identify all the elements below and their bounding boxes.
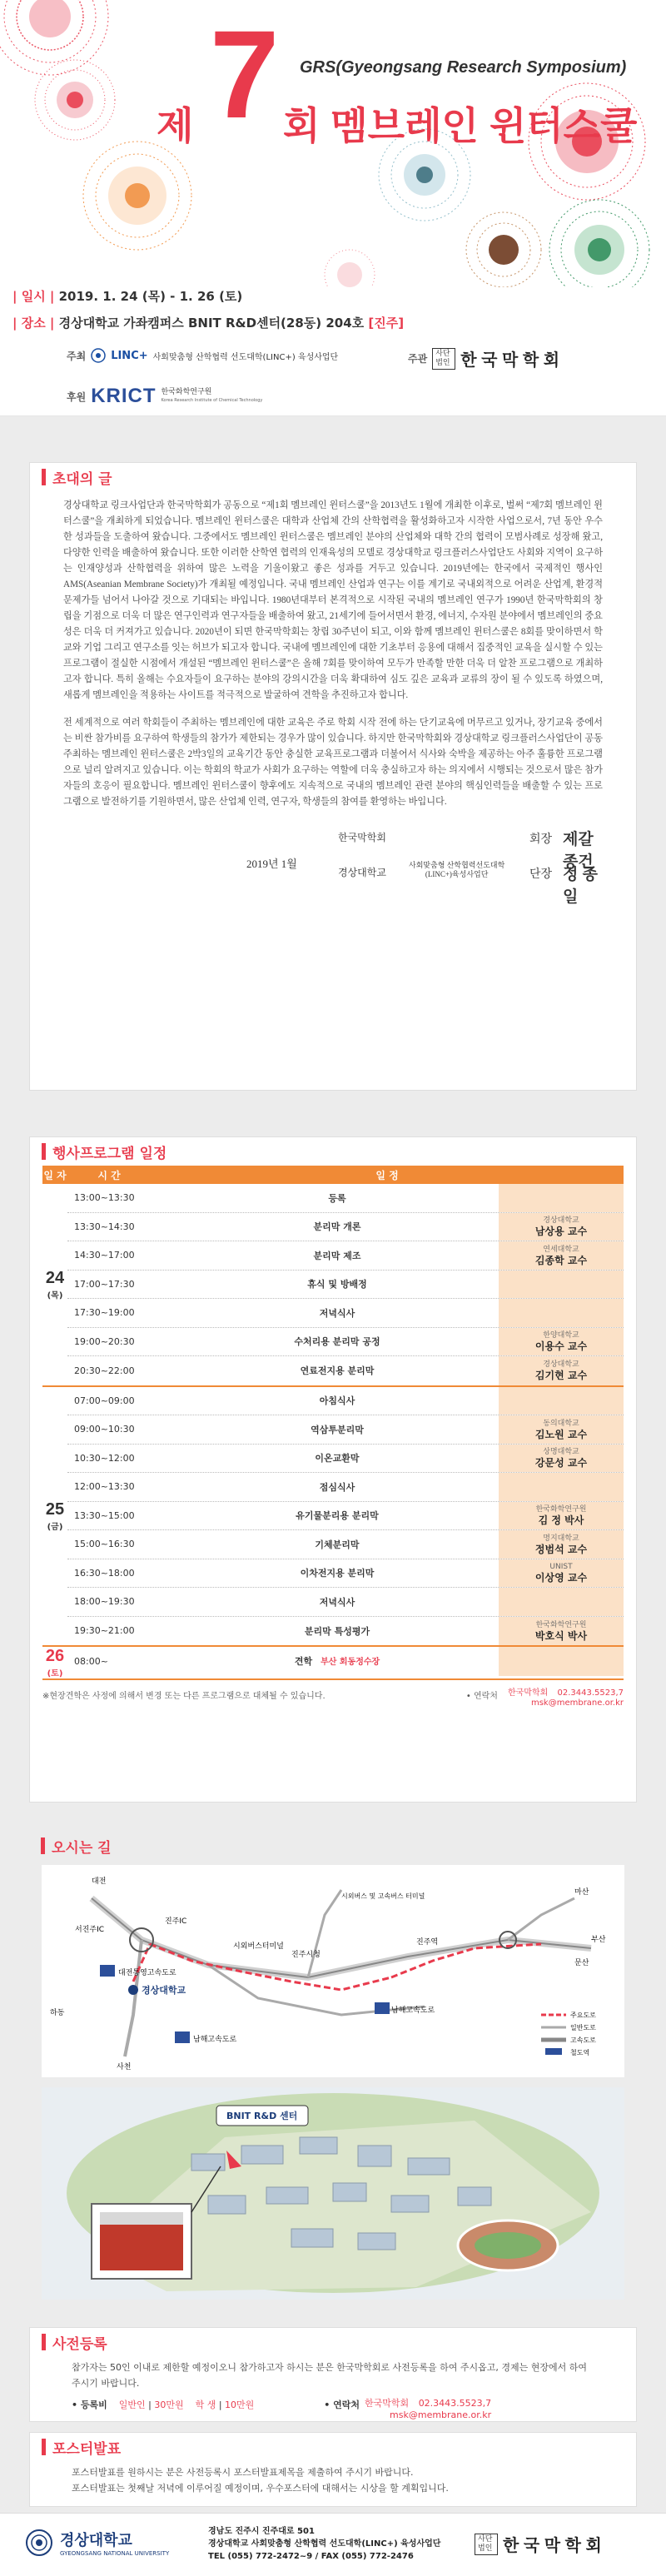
row-speaker <box>499 1647 624 1676</box>
row-event-text: 이온교환막 <box>315 1453 360 1465</box>
route-map[interactable] <box>42 1865 624 2077</box>
map-label-highway2b: 남해고속도로 <box>391 2007 435 2015</box>
title-prefix: 제 <box>157 104 194 147</box>
map-label-terminal: 시외버스터미널 <box>233 1942 284 1951</box>
sign-role-2: 단장 <box>529 868 553 881</box>
signature-block <box>63 822 603 906</box>
poster-line-1: 포스터발표를 원하시는 분은 사전등록시 포스터발표제목을 제출하여 주시기 바랍니다. <box>72 2467 414 2478</box>
speaker-name: 이용수 교수 <box>534 1340 588 1353</box>
welcome-heading <box>30 463 636 491</box>
program-row <box>67 1271 624 1300</box>
campus-building-label: BNIT R&D 센터 <box>226 2111 298 2121</box>
row-event <box>176 1335 499 1348</box>
program-note: ※현장견학은 사정에 의해서 변경 또는 다른 프로그램으로 대체될 수 있습니다. <box>42 1692 326 1701</box>
fee-label: • 등록비 <box>72 2399 107 2410</box>
row-event-text: 분리막 제조 <box>313 1250 361 1261</box>
student-fee-value: 10만원 <box>225 2399 255 2410</box>
program-row <box>67 1559 624 1589</box>
map-legend-4: 철도역 <box>570 2049 590 2056</box>
row-event <box>176 1480 499 1494</box>
row-event-text: 견학 <box>294 1656 313 1668</box>
organizer-logo <box>408 346 559 370</box>
directions-heading <box>29 1832 637 1860</box>
general-fee: 일반인 | 30만원 <box>118 2399 184 2410</box>
speaker-affiliation: 한양대학교 <box>543 1331 579 1340</box>
day-label <box>42 1184 67 1385</box>
row-speaker <box>499 1241 624 1270</box>
speaker-affiliation: 동의대학교 <box>543 1419 579 1428</box>
day-rows <box>67 1647 624 1678</box>
speaker-name: 김종학 교수 <box>534 1254 588 1266</box>
sponsor-logos <box>0 341 666 416</box>
row-event <box>176 1394 499 1407</box>
krict-desc-kr: 한국화학연구원 <box>161 388 212 396</box>
row-event-text: 분리막 개론 <box>313 1221 361 1233</box>
row-event <box>176 1595 499 1609</box>
speaker-affiliation: 상명대학교 <box>543 1448 579 1457</box>
map-label-station: 진주역 <box>416 1938 439 1947</box>
row-speaker <box>499 1617 624 1646</box>
contact-org: 한국막학회 <box>507 1688 549 1698</box>
reg-contact-org-tel <box>365 2398 491 2409</box>
map-label-gnu: 경상대학교 <box>142 1985 186 1996</box>
row-event-text: 점심식사 <box>319 1481 355 1493</box>
footer-addr-2: 경상대학교 사회맞춤형 산학협력 선도대학(LINC+) 육성사업단 <box>208 2539 441 2549</box>
contact-org-tel <box>508 1688 624 1698</box>
registration-fees <box>30 2391 636 2421</box>
program-row <box>67 1241 624 1271</box>
footer-addr-1: 경남도 진주시 진주대로 501 <box>208 2527 315 2536</box>
general-fee-value: 30만원 <box>154 2399 184 2410</box>
footer-univ-name: 경상대학교 <box>60 2532 132 2549</box>
map-label-sacheon: 사천 <box>117 2063 132 2071</box>
program-row <box>67 1213 624 1242</box>
row-event-text: 수처리용 분리막 공정 <box>294 1336 380 1348</box>
reg-contact-mail[interactable]: msk@membrane.or.kr <box>390 2409 492 2420</box>
venue-note: [진주] <box>368 316 405 331</box>
speaker-affiliation: 한국화학연구원 <box>535 1505 587 1514</box>
student-label: 학 생 <box>195 2399 216 2410</box>
row-time: 20:30~22:00 <box>74 1365 135 1376</box>
venue-value: 경상대학교 가좌캠퍼스 BNIT R&D센터(28동) 204호 <box>58 316 365 331</box>
registration-heading <box>30 2328 636 2356</box>
speaker-affiliation: UNIST <box>549 1563 573 1572</box>
day-weekday: (토) <box>47 1669 63 1678</box>
date-label: | 일시 | <box>12 289 55 304</box>
map-legend-1: 주요도로 <box>570 2012 596 2019</box>
row-time: 17:00~17:30 <box>74 1278 135 1290</box>
row-event-text: 연료전지용 분리막 <box>300 1365 375 1377</box>
day-weekday: (목) <box>47 1290 63 1300</box>
program-day <box>42 1647 624 1680</box>
day-weekday: (금) <box>47 1522 63 1532</box>
registration-heading-text: 사전등록 <box>52 2335 107 2353</box>
krict-logo-text: KRICT <box>91 385 157 407</box>
day-label <box>42 1647 67 1678</box>
program-row <box>67 1299 624 1328</box>
col-time: 시 간 <box>97 1169 121 1181</box>
map-label-jinju-ic: 진주IC <box>165 1917 187 1926</box>
program-row <box>67 1473 624 1502</box>
general-label: 일반인 <box>118 2399 146 2410</box>
row-speaker <box>499 1184 624 1212</box>
row-time: 18:00~19:30 <box>74 1596 135 1608</box>
speaker-name: 박호식 박사 <box>534 1629 588 1642</box>
row-speaker <box>499 1328 624 1356</box>
heading-bar <box>42 2334 46 2350</box>
row-speaker <box>499 1271 624 1299</box>
row-speaker <box>499 1559 624 1588</box>
program-row <box>67 1647 624 1676</box>
row-event <box>176 1624 499 1638</box>
footer-univ-en: GYEONGSANG NATIONAL UNIVERSITY <box>60 2550 170 2557</box>
venue-label: | 장소 | <box>12 316 55 331</box>
row-event-text: 등록 <box>328 1192 346 1204</box>
sign-org-2: 경상대학교 <box>338 867 386 878</box>
krict-description <box>162 388 263 405</box>
row-time: 13:30~14:30 <box>74 1221 135 1232</box>
symposium-subtitle: GRS(Gyeongsang Research Symposium) <box>300 58 627 77</box>
footer-univ-logo <box>25 2529 169 2557</box>
organizer-label: 주관 <box>408 353 428 365</box>
row-event <box>176 1423 499 1436</box>
linc-description: 사회맞춤형 산학협력 선도대학(LINC+) 육성사업단 <box>152 352 339 362</box>
program-row <box>67 1387 624 1416</box>
day-rows <box>67 1184 624 1385</box>
map-label-highway1: 대전통영고속도로 <box>118 1969 176 1977</box>
map-label-daejeon: 대전 <box>92 1877 107 1886</box>
row-time: 19:00~20:30 <box>74 1335 135 1347</box>
contact-mail[interactable]: msk@membrane.or.kr <box>530 1698 624 1708</box>
welcome-paragraph-2: 전 세계적으로 여러 학회들이 주최하는 멤브레인에 대한 교육은 주로 학회 시작 전에 하는 단기교육에 머무르고 있거나, 장기교육 중에서는 비싼 참가비를 요구하여 학생들의 참가가 제한되는 경우가 많이 있습니다. 하지만 한국막학회와 경상대학교 링크플러스사업단이 공동주최하는 멤브레인 윈터스쿨은 2박3일의 교육기간 동안 충실한 교육프로그램과 더불어서 식사와 숙박을 제공하는 아주 훌륭한 프로그램으로 널리 알려지고 있습니다. 이는 학회의 학교가 사회가 요구하는 역할에 더욱 충실하고자 하는 의지에서 시행되는 것으로서 많은 참가자들의 호응이 필요합니다. 멤브레인 윈터스쿨이 향후에도 지속적으로 국내의 멤브레인 관련 분야의 핵심인력들을 배출할 수 있는 프로그램으로 발전하기를 기원하면서, 많은 산업체 인력, 연구자, 학생들의 참여를 환영하는 바입니다. <box>63 718 603 807</box>
day-rows <box>67 1387 624 1646</box>
row-time: 07:00~09:00 <box>74 1395 135 1406</box>
program-days <box>42 1184 624 1680</box>
row-event-text: 분리막 특성평가 <box>304 1625 370 1637</box>
gnu-emblem-icon <box>25 2529 53 2557</box>
row-event-text: 휴식 및 방배정 <box>307 1279 367 1290</box>
footer-address <box>208 2525 440 2563</box>
title-suffix: 회 멤브레인 윈터스쿨 <box>283 104 638 147</box>
linc-logo-text: LINC+ <box>111 349 148 362</box>
speaker-affiliation: 경상대학교 <box>543 1360 579 1370</box>
row-event <box>176 1249 499 1262</box>
row-time: 17:30~19:00 <box>74 1307 135 1319</box>
speaker-name: 김노원 교수 <box>534 1428 588 1440</box>
sign-role-1: 회장 <box>529 833 553 846</box>
title-number: 7 <box>210 4 280 144</box>
directions-band <box>0 1819 666 2319</box>
row-speaker <box>499 1530 624 1559</box>
event-date <box>12 287 595 305</box>
speaker-name: 강문성 교수 <box>534 1457 588 1470</box>
sign-org-2-sub2: (LINC+)육성사업단 <box>425 870 489 878</box>
program-card <box>29 1136 637 1803</box>
row-event-text: 저녁식사 <box>319 1596 355 1608</box>
heading-bar <box>42 2439 46 2455</box>
row-speaker <box>499 1473 624 1501</box>
row-event <box>176 1654 499 1668</box>
program-row <box>67 1588 624 1617</box>
program-row <box>67 1184 624 1213</box>
map-label-seojinju-ic: 서진주IC <box>75 1926 105 1934</box>
col-day: 일 자 <box>43 1169 67 1181</box>
row-time: 13:00~13:30 <box>74 1192 135 1204</box>
welcome-band <box>0 416 666 1116</box>
program-day <box>42 1184 624 1387</box>
row-event-text: 아침식사 <box>319 1395 355 1407</box>
event-venue <box>12 314 595 331</box>
registration-contact <box>324 2398 491 2421</box>
date-value: 2019. 1. 24 (목) - 1. 26 (토) <box>58 289 243 304</box>
directions-card <box>29 1832 637 2331</box>
footer <box>0 2513 666 2576</box>
footer-ksm-box: 사단 법인 <box>475 2534 498 2555</box>
col-event: 일 정 <box>375 1169 399 1181</box>
registration-text: 참가자는 50인 이내로 제한할 예정이오니 참가하고자 하시는 분은 한국막학회로 사전등록을 하여 주시옵고, 경제는 현장에서 하여 주시기 바랍니다. <box>72 2362 587 2389</box>
sponsor-label: 후원 <box>67 390 87 403</box>
registration-card <box>29 2327 637 2422</box>
day-label <box>42 1387 67 1646</box>
route-map-drawing <box>42 1865 624 2077</box>
program-row <box>67 1415 624 1445</box>
program-footnote <box>42 1688 624 1708</box>
program-contact <box>466 1688 624 1708</box>
program-heading-text: 행사프로그램 일정 <box>52 1145 167 1162</box>
row-time: 08:00~ <box>74 1655 108 1667</box>
row-event-text: 역삼투분리막 <box>311 1424 364 1435</box>
row-speaker <box>499 1445 624 1473</box>
row-event-text: 저녁식사 <box>319 1307 355 1319</box>
welcome-card <box>29 462 637 1091</box>
row-event-text: 이차전지용 분리막 <box>300 1568 375 1579</box>
ksm-name: 한 국 막 학 회 <box>460 351 560 370</box>
row-event <box>176 1220 499 1233</box>
row-speaker <box>499 1213 624 1241</box>
row-event-note: 부산 회동정수장 <box>321 1658 380 1668</box>
row-time: 09:00~10:30 <box>74 1424 135 1435</box>
row-event <box>176 1277 499 1290</box>
welcome-heading-text: 초대의 글 <box>52 470 112 488</box>
poster-line-2: 포스터발표는 첫째날 저녁에 이루어질 예정이며, 우수포스터에 대해서는 시상을 할 계획입니다. <box>72 2483 449 2494</box>
reg-contact-values <box>365 2398 491 2421</box>
footer-univ-text <box>60 2529 169 2557</box>
sign-date: 2019년 1월 <box>246 858 297 870</box>
program-table <box>42 1166 624 1680</box>
sign-org-2-sub1: 사회맞춤형 산학협력선도대학 <box>409 861 505 869</box>
sign-person-2: 정 종 일 <box>563 866 598 906</box>
reg-contact-label: • 연락처 <box>324 2399 360 2410</box>
map-label-hadong: 하동 <box>50 2009 65 2017</box>
gnu-emblem-icon <box>91 348 106 363</box>
program-table-header <box>42 1166 624 1184</box>
program-row <box>67 1445 624 1474</box>
student-fee: 학 생 | 10만원 <box>195 2399 255 2410</box>
row-time: 13:30~15:00 <box>74 1509 135 1521</box>
day-number: 24 <box>45 1268 65 1287</box>
speaker-affiliation: 한국화학연구원 <box>535 1620 587 1629</box>
row-speaker <box>499 1588 624 1616</box>
program-row <box>67 1356 624 1385</box>
row-event <box>176 1451 499 1465</box>
footer-ksm-name: 한 국 막 학 회 <box>503 2537 602 2555</box>
day-number: 25 <box>45 1499 65 1519</box>
row-speaker <box>499 1502 624 1530</box>
row-event-text: 유기물분리용 분리막 <box>296 1510 379 1522</box>
map-label-bus-terminal: 시외버스 및 고속버스 터미널 <box>341 1892 425 1900</box>
sponsor-logo <box>67 385 262 408</box>
row-speaker <box>499 1299 624 1327</box>
campus-map[interactable] <box>42 2087 624 2300</box>
speaker-name: 김기현 교수 <box>534 1370 588 1382</box>
speaker-name: 정범석 교수 <box>534 1543 588 1555</box>
row-speaker <box>499 1387 624 1415</box>
row-event <box>176 1191 499 1205</box>
row-event <box>176 1566 499 1579</box>
krict-desc-en: Korea Research Institute of Chemical Technology <box>161 398 263 403</box>
poster-header <box>0 0 666 416</box>
row-event <box>176 1364 499 1377</box>
host-label: 주최 <box>67 350 87 362</box>
speaker-affiliation: 경상대학교 <box>543 1216 579 1226</box>
welcome-paragraph-1: 경상대학교 링크사업단과 한국막학회가 공동으로 “제1회 멤브레인 윈터스쿨”을 2013년도 1월에 개최한 이후로, 벌써 “제7회 멤브레인 윈터스쿨”을 개최하게 되었습니다. 멤브레인 윈터스쿨은 대학과 산업체 간의 산학협력을 활성화하고자 시작한 사업으로서, 7년 동안 우수한 성과들을 도출하여 왔습니다. 그중에서도 멤브레인 윈터스쿨은 멤브레인 분야의 산업체와 대학 간의 협력이 모범사례로 성장해 왔고, 다양한 인력을 배출하여 왔습니다. 또한 이러한 산학연 협력의 인재육성의 모델로 경상대학교 링크플러스사업단도 사회와 지역이 요구하는 인재양성과 산학협력을 위하여 많은 노력을 기울이왔고 좋은 성과를 거두고 있습니다. 2019년에는 한국에서 국제적인 행사인 AMS(Aseanian Membrane Society)가 개최될 예정입니다. 국내 멤브레인 산업과 연구는 이를 계기로 국내외적으로 어려운 산업계, 환경적 문제가들 넘어서 나아갈 것으로 기대되는 바입니다. 1980년대부터 본격적으로 시작된 국내의 멤브레인 연구가 1990년 한국막학회의 창립을 기점으로 더욱 더 많은 연구인력과 연구자들을 배출하여 왔고, 21세기에 들어서면서 환경, 에너지, 수자원 분야에서 멤브레인의 중요성은 더욱 더 커져가고 있습니다. 2020년이 되면 한국막학회는 창립 30주년이 되고, 이와 함께 멤브레인 윈터스쿨은 8회를 맞이하면서 학교와 기업 그리고 연구소를 잇는 허브가 되고자 합니다. 국내에 멤브레인에 대한 기초부터 응용에 대해서 집중적인 교육을 실시할 수 있는 프로그램이 절실한 시점에서 개설된 “멤브레인 윈터스쿨”은 올해 7회를 맞이하여 모두가 만족할 만한 더욱 더 알찬 프로그램으로 개최하고자 합니다. 특히 올해는 수요자들이 요구하는 분야의 강의시간을 더욱 확대하여 심도 깊은 교육과 교류의 장이 될 수 있도록 하였으며, 새롭게 멤브레인을 적용하는 사이트를 적극적으로 발굴하여 견학을 추진하고자 합니다. <box>63 500 603 700</box>
map-label-munsan: 문산 <box>574 1959 589 1967</box>
program-row <box>67 1502 624 1531</box>
heading-bar <box>42 1143 46 1160</box>
program-day <box>42 1387 624 1648</box>
poster-heading <box>30 2433 636 2461</box>
campus-map-drawing <box>42 2087 624 2300</box>
map-label-city-hall: 진주시청 <box>291 1951 321 1959</box>
footer-addr-3: TEL (055) 772-2472~9 / FAX (055) 772-2476 <box>208 2552 414 2561</box>
speaker-name: 남상용 교수 <box>534 1226 588 1238</box>
row-time: 16:30~18:00 <box>74 1567 135 1579</box>
day-number: 26 <box>45 1647 65 1665</box>
footer-ksm-logo <box>475 2532 602 2556</box>
program-heading <box>30 1137 636 1166</box>
host-logo <box>67 348 338 363</box>
row-speaker <box>499 1415 624 1444</box>
reg-contact-org: 한국막학회 <box>365 2398 410 2409</box>
row-event <box>176 1538 499 1551</box>
row-time: 15:00~16:30 <box>74 1539 135 1550</box>
contact-values <box>508 1688 624 1708</box>
row-speaker <box>499 1356 624 1385</box>
speaker-name: 이상영 교수 <box>534 1572 588 1584</box>
row-event <box>176 1509 499 1522</box>
poster-card <box>29 2432 637 2507</box>
row-time: 10:30~12:00 <box>74 1452 135 1464</box>
heading-bar <box>42 469 46 485</box>
row-event <box>176 1306 499 1320</box>
program-band <box>0 1116 666 1819</box>
row-time: 14:30~17:00 <box>74 1250 135 1261</box>
program-row <box>67 1328 624 1357</box>
map-legend-2: 일반도로 <box>570 2024 596 2031</box>
program-row <box>67 1617 624 1646</box>
row-event-text: 기체분리막 <box>315 1539 360 1550</box>
program-row <box>67 1530 624 1559</box>
sign-org-2-sub <box>409 861 504 879</box>
poster-heading-text: 포스터발표 <box>52 2440 122 2458</box>
directions-heading-text: 오시는 길 <box>52 1839 112 1857</box>
heading-bar <box>41 1838 45 1854</box>
sign-person-1: 제갈종건 <box>563 831 594 871</box>
map-label-busan: 부산 <box>591 1936 606 1944</box>
contact-label: • 연락처 <box>465 1692 498 1701</box>
row-time: 19:30~21:00 <box>74 1625 135 1637</box>
speaker-name: 김 정 박사 <box>538 1514 584 1527</box>
speaker-affiliation: 명지대학교 <box>543 1534 579 1543</box>
map-label-masan: 마산 <box>574 1888 589 1897</box>
sign-org-1: 한국막학회 <box>338 832 386 843</box>
reg-contact-tel: 02.3443.5523,7 <box>418 2398 492 2409</box>
map-label-highway2: 남해고속도로 <box>193 2036 237 2044</box>
welcome-body <box>30 491 636 810</box>
contact-tel: 02.3443.5523,7 <box>557 1688 624 1698</box>
ksm-corp-box: 사단 법인 <box>432 348 455 370</box>
row-time: 12:00~13:30 <box>74 1481 135 1493</box>
map-legend-3: 고속도로 <box>570 2036 596 2044</box>
speaker-affiliation: 연세대학교 <box>543 1245 579 1254</box>
